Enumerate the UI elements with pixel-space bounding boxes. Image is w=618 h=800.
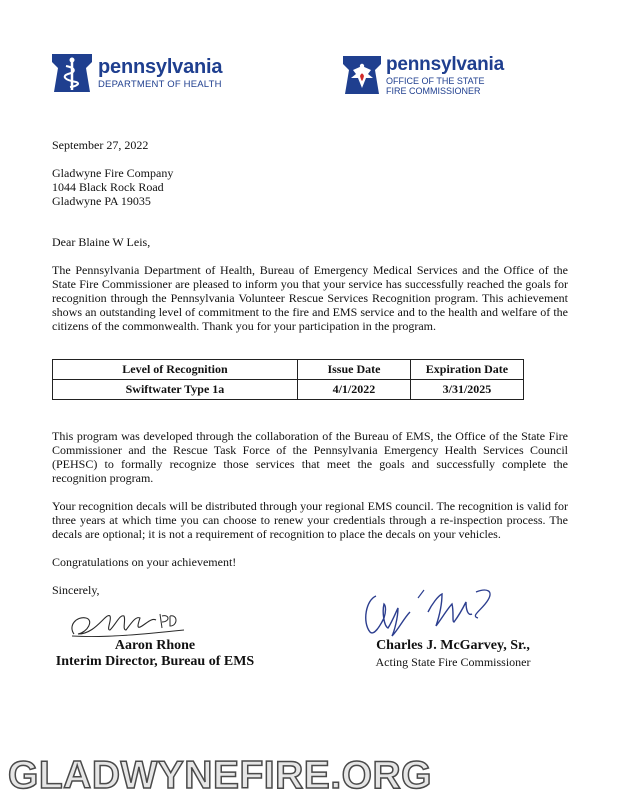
doh-logo-name: pennsylvania [98, 56, 223, 78]
paragraph-congratulations: Congratulations on your achievement! [52, 555, 237, 569]
table-cell-issue-date: 4/1/2022 [297, 380, 410, 400]
signatory-left-name: Aaron Rhone [114, 638, 196, 653]
recipient-address [52, 166, 173, 208]
osfc-logo-office [386, 76, 506, 96]
table-header: Level of Recognition [53, 360, 298, 380]
salutation: Dear Blaine W Leis, [52, 235, 151, 249]
paragraph-decals: Your recognition decals will be distributed through your regional EMS council. The recognition is valid for three years at which time you can choose to renew your credentials through a re-inspection process. The decals are optional; it is not a requirement of recognition to place the decals on your vehicles. [52, 499, 568, 541]
recipient-city: Gladwyne PA 19035 [52, 194, 151, 208]
table-header: Expiration Date [410, 360, 523, 380]
signatory-left [52, 638, 258, 670]
website-watermark: GLADWYNEFIRE.ORG [8, 754, 432, 797]
recognition-table [52, 359, 524, 400]
table-row [53, 380, 524, 400]
osfc-logo-name: pennsylvania [386, 54, 504, 75]
closing: Sincerely, [52, 583, 100, 597]
table-cell-level: Swiftwater Type 1a [53, 380, 298, 400]
table-cell-expiration-date: 3/31/2025 [410, 380, 523, 400]
signatory-right [360, 638, 546, 670]
keystone-eagle-icon [341, 54, 383, 96]
doh-logo [50, 52, 240, 94]
signatory-right-name: Charles J. McGarvey, Sr., [376, 638, 530, 653]
osfc-office-line1: OFFICE OF THE STATE [386, 76, 485, 86]
osfc-office-line2: FIRE COMMISSIONER [386, 86, 481, 96]
signature-right [358, 582, 508, 638]
paragraph-intro: The Pennsylvania Department of Health, Bureau of Emergency Medical Services and the Office of the State Fire Commissioner are pleased to inform you that your service has successfully reached the goals for recognition through the Pennsylvania Volunteer Rescue Services Recognition program. This achievement shows an outstanding level of commitment to the fire and EMS service and to the health and welfare of the citizens of the commonwealth. Thank you for your participation in the program. [52, 263, 568, 333]
table-header-row [53, 360, 524, 380]
signatory-right-title: Acting State Fire Commissioner [375, 655, 531, 669]
recipient-name: Gladwyne Fire Company [52, 166, 174, 180]
recipient-street: 1044 Black Rock Road [52, 180, 164, 194]
doh-logo-department: DEPARTMENT OF HEALTH [98, 79, 222, 90]
paragraph-program: This program was developed through the collaboration of the Bureau of EMS, the Office of the State Fire Commissioner and the Rescue Task Force of the Pennsylvania Emergency Health Services Council (PEHSC) to formally recognize those services that meet the goals and successfully complete the recognition program. [52, 429, 568, 485]
letter-date: September 27, 2022 [52, 138, 149, 152]
osfc-logo [341, 52, 511, 96]
signature-left [66, 604, 186, 640]
table-header: Issue Date [297, 360, 410, 380]
keystone-health-icon [50, 52, 94, 94]
signatory-left-title: Interim Director, Bureau of EMS [55, 654, 255, 669]
